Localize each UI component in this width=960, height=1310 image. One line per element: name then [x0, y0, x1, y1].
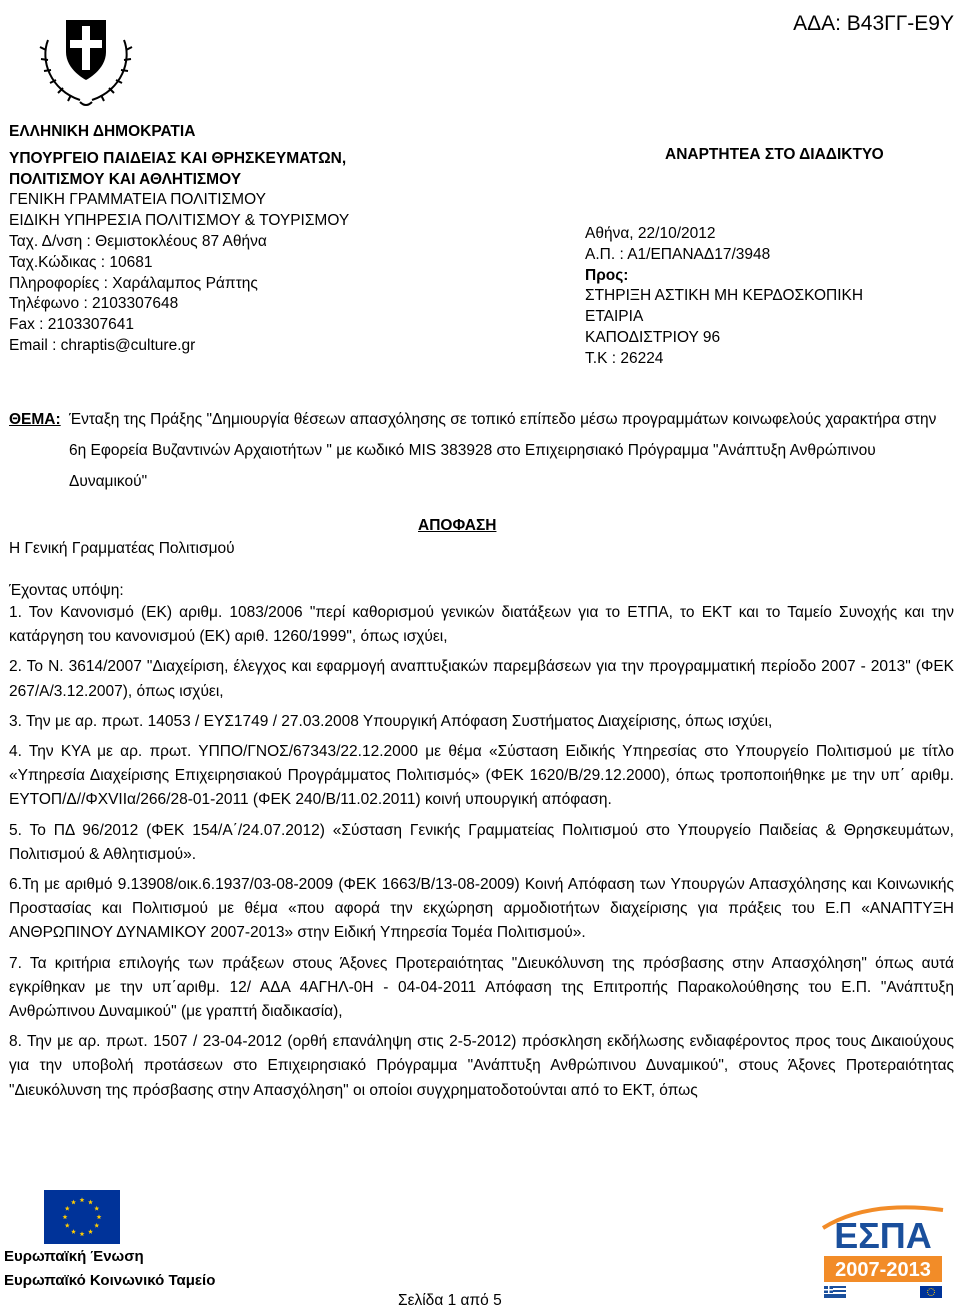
greek-coat-of-arms-icon: [30, 0, 142, 110]
reference-line: Α.Π. : Α1/ΕΠΑΝΑΔ17/3948: [585, 245, 771, 263]
eu-flag-icon: [44, 1190, 120, 1244]
list-item: 8. Την με αρ. πρωτ. 1507 / 23-04-2012 (ορθή επανάληψη στις 2-5-2012) πρόσκληση εκδήλωσης ενδιαφέροντος προς τους Δικαιούχους για την υποβολή προτάσεων στο Επιχειρησιακό Πρόγραμμα "Ανάπτυξη Ανθρώπινου Δυναμικού", στους Άξονες Προτεραιότητας "Διευκόλυνση της πρόσβασης στην Απασχόληση" οι οποίοι συγχρηματοδοτούνται από το ΕΚΤ, όπως: [9, 1033, 954, 1099]
publish-notice: ΑΝΑΡΤΗΤΕΑ ΣΤΟ ΔΙΑΔΙΚΤΥΟ: [665, 146, 884, 163]
eu-line: Ευρωπαϊκή Ένωση: [4, 1248, 144, 1265]
eu-caption: [4, 1245, 215, 1293]
service-line: ΕΙΔΙΚΗ ΥΠΗΡΕΣΙΑ ΠΟΛΙΤΙΣΜΟΥ & ΤΟΥΡΙΣΜΟΥ: [9, 212, 350, 230]
secretariat-line: ΓΕΝΙΚΗ ΓΡΑΜΜΑΤΕΙΑ ΠΟΛΙΤΙΣΜΟΥ: [9, 191, 266, 209]
subject-text: Ένταξη της Πράξης "Δημιουργία θέσεων απασχόλησης σε τοπικό επίπεδο μέσω προγραμμάτων κοινωφελούς χαρακτήρα στην 6η Εφορεία Βυζαντινών Αρχαιοτήτων " με κωδικό MIS 383928 στο Επιχειρησιακό Πρόγραμμα "Ανάπτυξη Ανθρώπινου Δυναμικού": [69, 411, 937, 490]
list-item: 5. Το ΠΔ 96/2012 (ΦΕΚ 154/Α΄/24.07.2012) «Σύσταση Γενικής Γραμματείας Πολιτισμού στο Υπουργείο Παιδείας & Θρησκευμάτων, Πολιτισμού & Αθλητισμού».: [9, 821, 954, 863]
greek-flag-icon: [824, 1286, 846, 1298]
sender-block: [9, 122, 349, 357]
considering-label: Έχοντας υπόψη:: [9, 582, 124, 599]
espa-title: ΕΣΠΑ: [834, 1215, 932, 1256]
subject-block: [9, 404, 954, 497]
espa-years: 2007-2013: [835, 1259, 931, 1281]
postcode-line: Ταχ.Κώδικας : 10681: [9, 253, 153, 271]
recipient-line: ΣΤΗΡΙΞΗ ΑΣΤΙΚΗ ΜΗ ΚΕΡΔΟΣΚΟΠΙΚΗ: [585, 287, 864, 305]
recipient-address: ΚΑΠΟΔΙΣΤΡΙΟΥ 96: [585, 328, 721, 346]
fax-line: Fax : 2103307641: [9, 316, 134, 334]
issuer-title: Η Γενική Γραμματέας Πολιτισμού: [9, 540, 235, 557]
ministry-line: ΥΠΟΥΡΓΕΙΟ ΠΑΙΔΕΙΑΣ ΚΑΙ ΘΡΗΣΚΕΥΜΑΤΩΝ,: [9, 149, 347, 167]
esf-line: Ευρωπαϊκό Κοινωνικό Ταμείο: [4, 1272, 216, 1289]
list-item: 2. Το Ν. 3614/2007 "Διαχείριση, έλεγχος και εφαρμογή αναπτυξιακών παρεμβάσεων για την προγραμματική περίοδο 2007 - 2013" (ΦΕΚ 267/Α/3.12.2007), όπως ισχύει,: [9, 658, 954, 700]
page-number: Σελίδα 1 από 5: [398, 1292, 502, 1309]
list-item: 1. Τον Κανονισμό (ΕΚ) αριθμ. 1083/2006 "περί καθορισμού γενικών διατάξεων για το ΕΤΠΑ, το ΕΚΤ και το Ταμείο Συνοχής και την κατάργηση του κανονισμού (ΕΚ) αριθ. 1260/1999", όπως ισχύει,: [9, 604, 954, 646]
recipient-line-2: ΕΤΑΙΡΙΑ: [585, 308, 644, 326]
address-line: Ταχ. Δ/νση : Θεμιστοκλέους 87 Αθήνα: [9, 232, 267, 250]
ministry-line-2: ΠΟΛΙΤΙΣΜΟΥ ΚΑΙ ΑΘΛΗΤΙΣΜΟΥ: [9, 170, 242, 188]
to-label: Προς:: [585, 266, 629, 284]
eu-small-flag-icon: [920, 1286, 942, 1298]
decision-title: ΑΠΟΦΑΣΗ: [418, 517, 497, 534]
recipient-block: [585, 224, 863, 370]
header-line: ΕΛΛΗΝΙΚΗ ΔΗΜΟΚΡΑΤΙΑ: [9, 123, 196, 140]
list-item: 6.Τη με αριθμό 9.13908/οικ.6.1937/03-08-2009 (ΦΕΚ 1663/Β/13-08-2009) Κοινή Απόφαση των Υπουργών Απασχόλησης και Κοινωνικής Προστασίας και Πολιτισμού με θέμα «που αφορά την εκχώρηση αρμοδιοτήτων διαχείρισης για πράξεις του Ε.Π «ΑΝΑΠΤΥΞΗ ΑΝΘΡΩΠΙΝΟΥ ΔΥΝΑΜΙΚΟΥ 2007-2013» στην Ειδική Υπηρεσία Τομέα Πολιτισμού».: [9, 876, 954, 942]
list-item: 7. Τα κριτήρια επιλογής των πράξεων στους Άξονες Προτεραιότητας "Διευκόλυνση της πρόσβασης στην Απασχόληση" όπως αυτά εγκρίθηκαν με την υπ΄αριθμ. 12/ ΑΔΑ 4ΑΓΗΛ-0Η - 04-04-2011 Απόφαση της Επιτροπής Παρακολούθησης του Ε.Π. "Ανάπτυξη Ανθρώπινου Δυναμικού" (με γραπτή διαδικασία),: [9, 954, 954, 1021]
recipient-postcode: Τ.Κ : 26224: [585, 349, 664, 367]
list-item: 4. Την ΚΥΑ με αρ. πρωτ. ΥΠΠΟ/ΓΝΟΣ/67343/22.12.2000 με θέμα «Σύσταση Ειδικής Υπηρεσίας στο Υπουργείο Πολιτισμού με τίτλο «Υπηρεσία Διαχείρισης Επιχειρησιακού Προγράμματος Πολιτισμός» (ΦΕΚ 1620/Β/29.12.2000), όπως τροποποιήθηκε με την υπ΄ αριθμ. ΕΥΤΟΠ/Δ//ΦΧVΙΙα/266/28-01-2011 (ΦΕΚ 240/Β/11.02.2011) κοινή υπουργική απόφαση.: [9, 743, 954, 809]
subject-label: ΘΕΜΑ:: [9, 411, 61, 428]
espa-logo-icon: [818, 1190, 948, 1300]
list-item: 3. Την με αρ. πρωτ. 14053 / ΕΥΣ1749 / 27.03.2008 Υπουργική Απόφαση Συστήματος Διαχείρισης, όπως ισχύει,: [9, 712, 773, 730]
info-line: Πληροφορίες : Χαράλαμπος Ράπτης: [9, 274, 258, 292]
phone-line: Τηλέφωνο : 2103307648: [9, 295, 179, 313]
ada-code: ΑΔΑ: Β43ΓΓ-Ε9Υ: [793, 12, 954, 35]
considerations-list: [9, 601, 954, 1103]
email-line: Email : chraptis@culture.gr: [9, 336, 196, 354]
date-line: Αθήνα, 22/10/2012: [585, 225, 716, 242]
